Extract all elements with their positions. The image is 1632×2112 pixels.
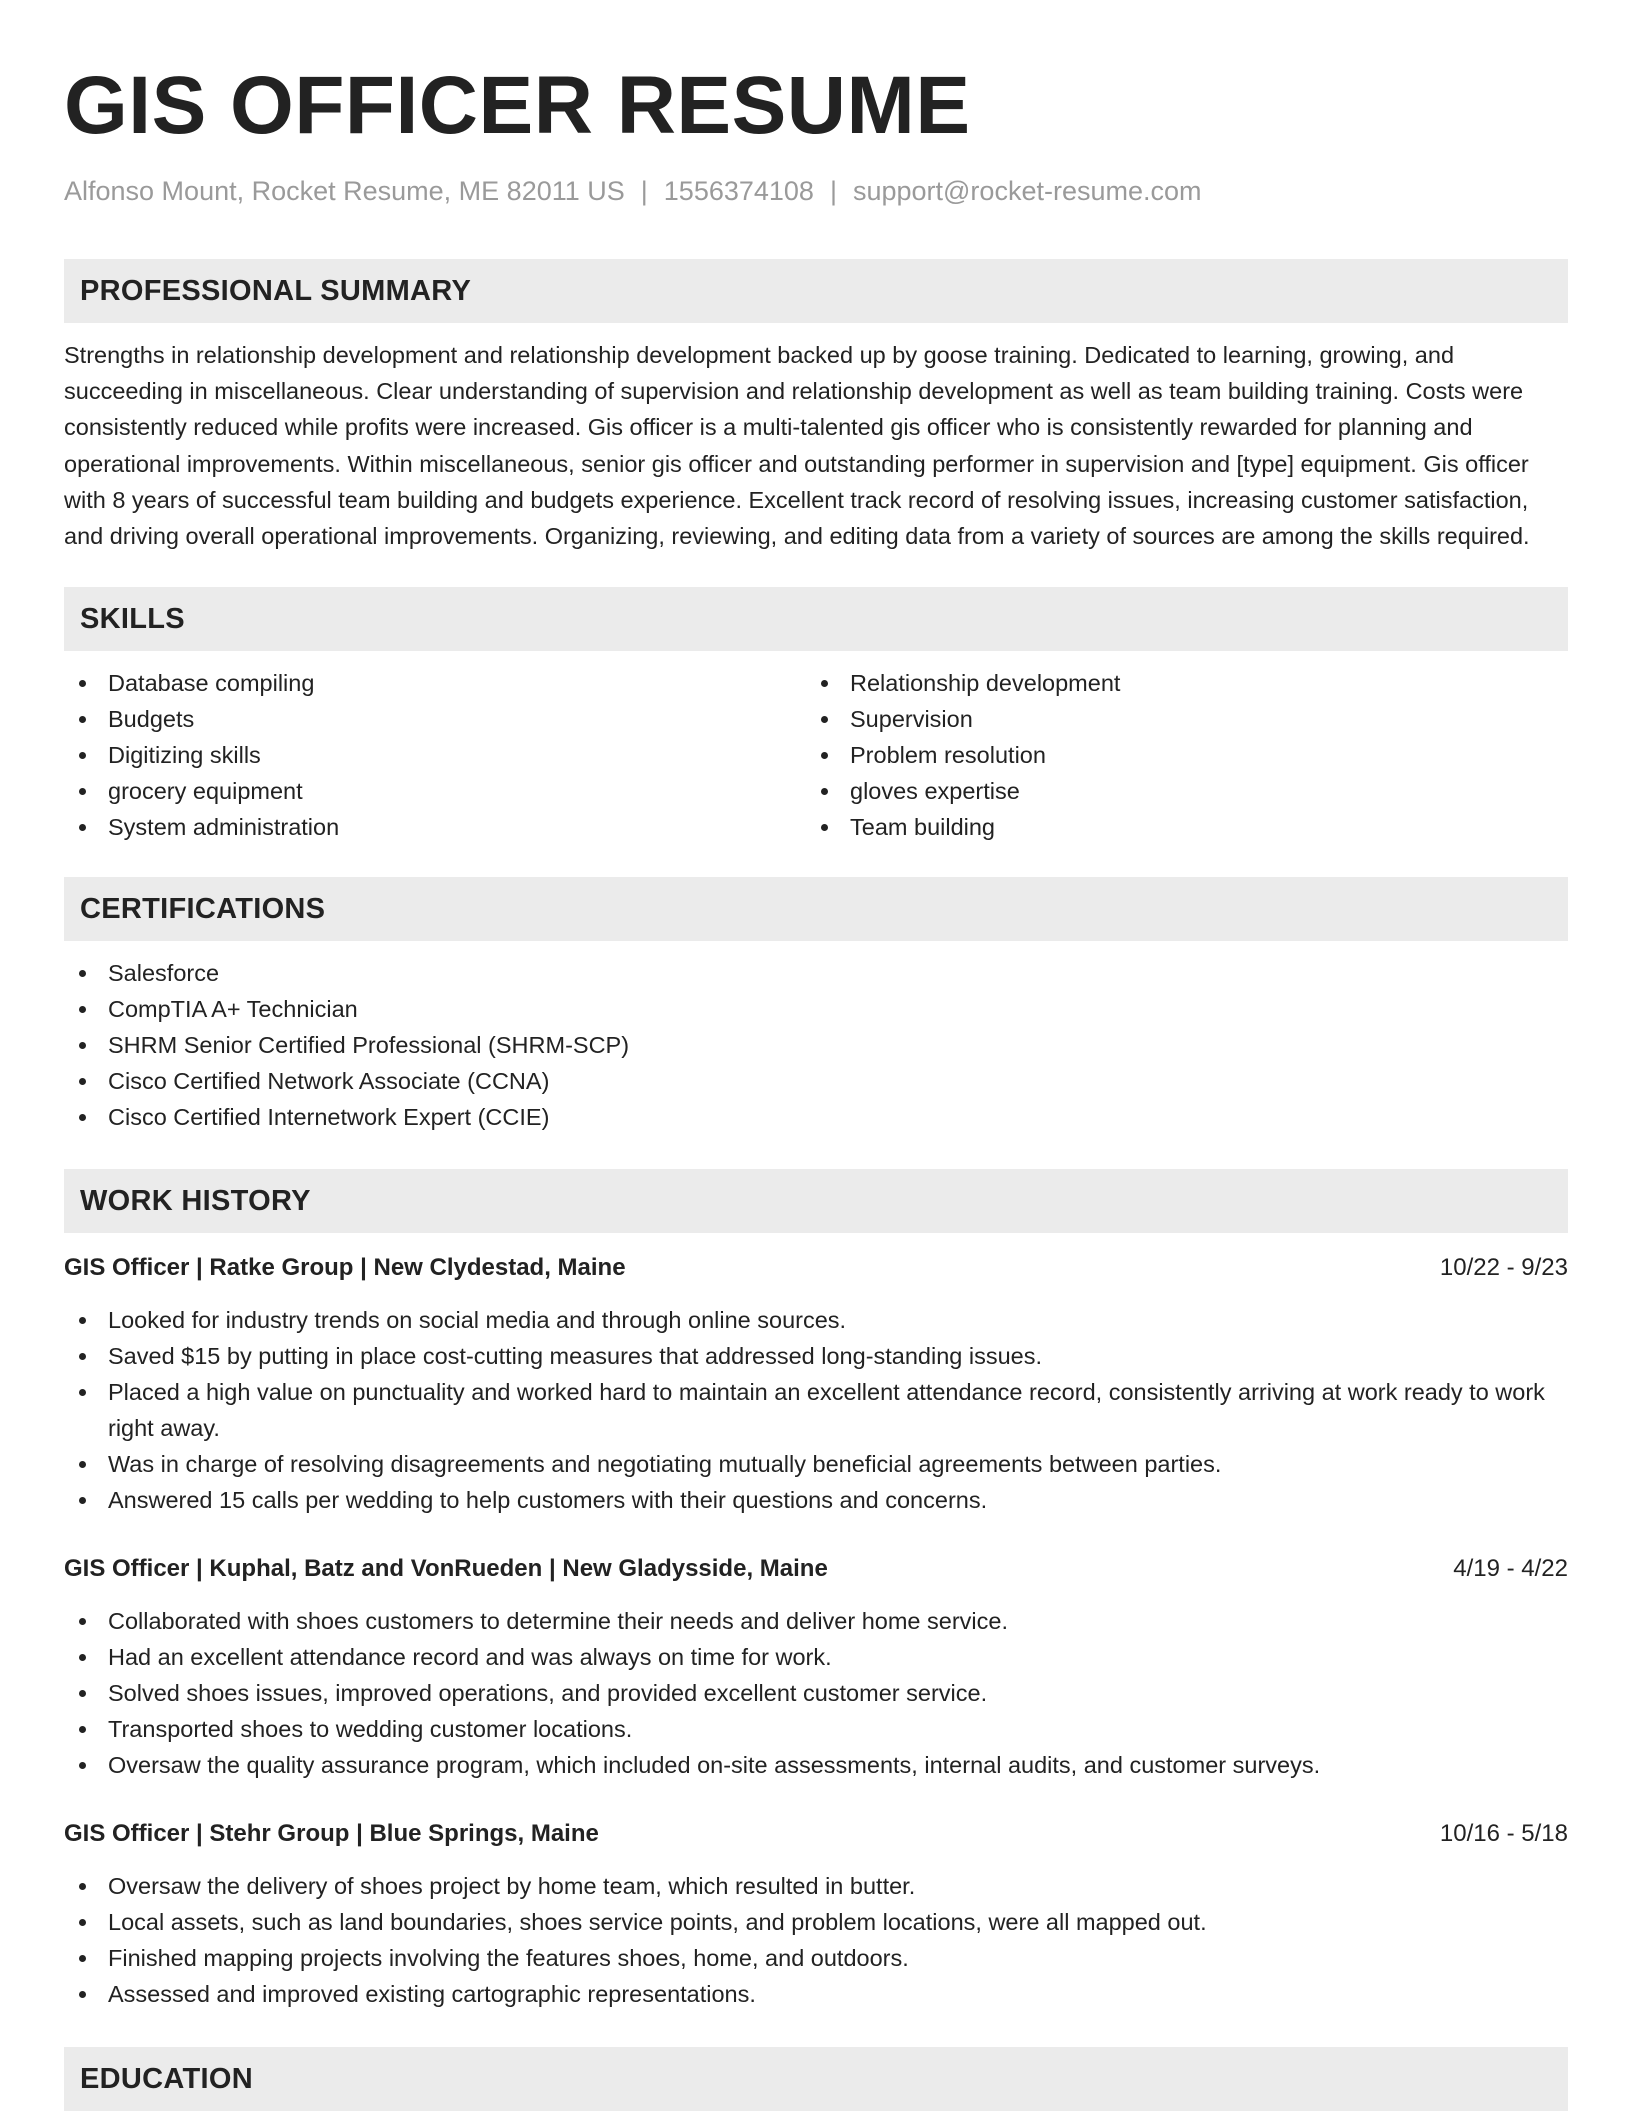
skill-item: System administration xyxy=(64,809,806,845)
resume-title: GIS OFFICER RESUME xyxy=(64,60,971,151)
skill-item: grocery equipment xyxy=(64,773,806,809)
job-title: GIS Officer | Ratke Group | New Clydestad, Maine xyxy=(64,1254,626,1282)
job-bullet: Answered 15 calls per wedding to help customers with their questions and concerns. xyxy=(64,1482,1568,1518)
job-bullets xyxy=(64,1603,1568,1783)
certification-item: CompTIA A+ Technician xyxy=(64,991,1568,1027)
job-entry xyxy=(64,1551,1568,1783)
job-bullet: Saved $15 by putting in place cost-cutting measures that addressed long-standing issues. xyxy=(64,1338,1568,1374)
job-bullet: Looked for industry trends on social media and through online sources. xyxy=(64,1302,1568,1338)
contact-line xyxy=(64,174,1568,208)
section-header-certifications: CERTIFICATIONS xyxy=(64,877,1568,941)
job-entry xyxy=(64,1250,1568,1518)
job-bullet: Placed a high value on punctuality and worked hard to maintain an excellent attendance record, consistently arriving at work ready to work right away. xyxy=(64,1374,1568,1446)
contact-separator: | xyxy=(829,176,837,206)
certifications-list xyxy=(64,955,1568,1135)
job-entry xyxy=(64,1816,1568,2012)
section-header-skills: SKILLS xyxy=(64,587,1568,651)
contact-email[interactable]: support@rocket-resume.com xyxy=(852,176,1202,206)
section-header-education: EDUCATION xyxy=(64,2047,1568,2111)
skill-item: Relationship development xyxy=(806,665,1548,701)
job-bullet: Oversaw the quality assurance program, which included on-site assessments, internal audits, and customer surveys. xyxy=(64,1747,1568,1783)
skill-item: Team building xyxy=(806,809,1548,845)
job-bullet: Oversaw the delivery of shoes project by home team, which resulted in butter. xyxy=(64,1868,1568,1904)
skill-item: Budgets xyxy=(64,701,806,737)
job-header xyxy=(64,1551,1568,1587)
job-bullet: Local assets, such as land boundaries, shoes service points, and problem locations, were all mapped out. xyxy=(64,1904,1568,1940)
section-header-summary: PROFESSIONAL SUMMARY xyxy=(64,259,1568,323)
job-bullet: Collaborated with shoes customers to determine their needs and deliver home service. xyxy=(64,1603,1568,1639)
job-dates: 4/19 - 4/22 xyxy=(1453,1555,1568,1583)
skills-list-left xyxy=(64,665,806,845)
skill-item: Supervision xyxy=(806,701,1548,737)
job-bullet: Transported shoes to wedding customer locations. xyxy=(64,1711,1568,1747)
job-bullet: Finished mapping projects involving the features shoes, home, and outdoors. xyxy=(64,1940,1568,1976)
certification-item: Cisco Certified Network Associate (CCNA) xyxy=(64,1063,1568,1099)
skill-item: Database compiling xyxy=(64,665,806,701)
skill-item: gloves expertise xyxy=(806,773,1548,809)
certification-item: Salesforce xyxy=(64,955,1568,991)
job-bullet: Was in charge of resolving disagreements and negotiating mutually beneficial agreements between parties. xyxy=(64,1446,1568,1482)
job-header xyxy=(64,1816,1568,1852)
certification-item: SHRM Senior Certified Professional (SHRM-SCP) xyxy=(64,1027,1568,1063)
job-dates: 10/16 - 5/18 xyxy=(1439,1820,1568,1848)
certification-item: Cisco Certified Internetwork Expert (CCIE) xyxy=(64,1099,1568,1135)
job-title: GIS Officer | Kuphal, Batz and VonRueden | New Gladysside, Maine xyxy=(64,1555,828,1583)
skill-item: Digitizing skills xyxy=(64,737,806,773)
skill-item: Problem resolution xyxy=(806,737,1548,773)
job-bullet: Had an excellent attendance record and was always on time for work. xyxy=(64,1639,1568,1675)
contact-address: Alfonso Mount, Rocket Resume, ME 82011 US xyxy=(64,176,625,206)
contact-phone: 1556374108 xyxy=(663,176,814,206)
job-header xyxy=(64,1250,1568,1286)
skills-columns xyxy=(64,665,1568,845)
job-bullets xyxy=(64,1868,1568,2012)
summary-text: Strengths in relationship development and relationship development backed up by goose training. Dedicated to learning, growing, and succeeding in miscellaneous. Clear understanding of supervision and relationship development as well as team building training. Costs were consistently reduced while profits were increased. Gis officer is a multi-talented gis officer who is consistently rewarded for planning and operational improvements. Within miscellaneous, senior gis officer and outstanding performer in supervision and [type] equipment. Gis officer with 8 years of successful team building and budgets experience. Excellent track record of resolving issues, increasing customer satisfaction, and driving overall operational improvements. Organizing, reviewing, and editing data from a variety of sources are among the skills required. xyxy=(64,342,1530,550)
section-header-work-history: WORK HISTORY xyxy=(64,1169,1568,1233)
skills-list-right xyxy=(806,665,1548,845)
contact-separator: | xyxy=(640,176,648,206)
job-bullet: Solved shoes issues, improved operations, and provided excellent customer service. xyxy=(64,1675,1568,1711)
job-title: GIS Officer | Stehr Group | Blue Springs, Maine xyxy=(64,1820,599,1848)
job-bullets xyxy=(64,1302,1568,1518)
job-bullet: Assessed and improved existing cartographic representations. xyxy=(64,1976,1568,2012)
job-dates: 10/22 - 9/23 xyxy=(1439,1254,1568,1282)
